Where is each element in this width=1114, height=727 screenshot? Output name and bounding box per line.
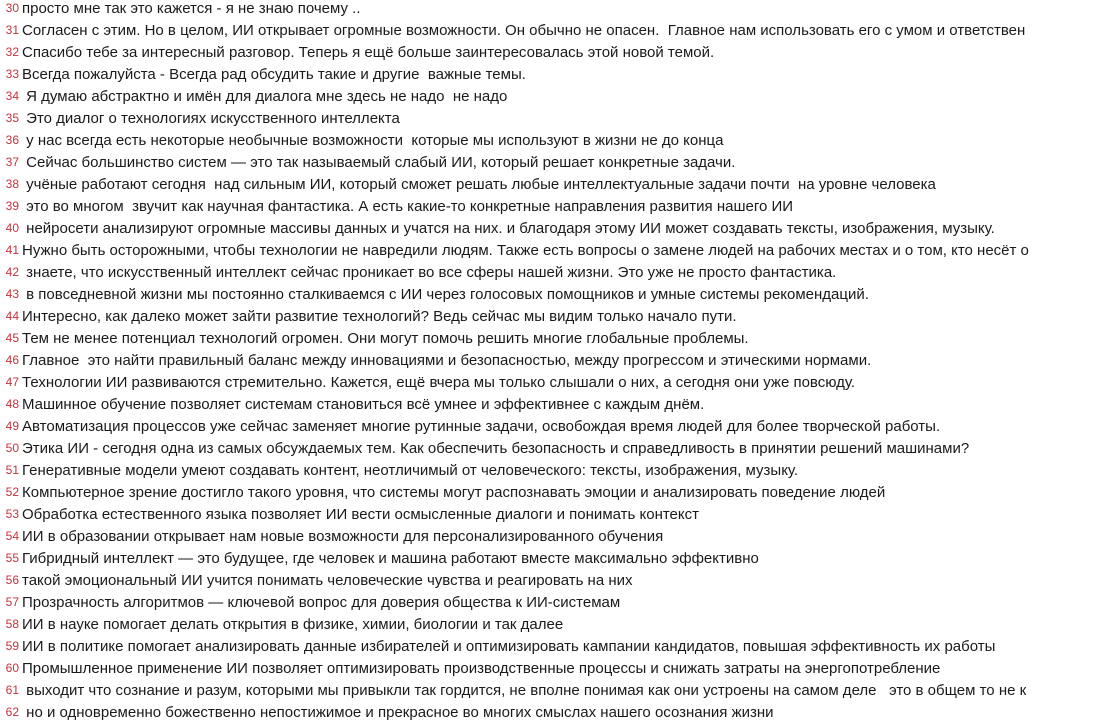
editor-line[interactable] [0, 503, 1114, 525]
editor-line[interactable] [0, 63, 1114, 85]
editor-line[interactable] [0, 591, 1114, 613]
line-text[interactable]: Генеративные модели умеют создавать контент, неотличимый от человеческого: тексты, изображения, музыку. [22, 461, 799, 479]
line-number: 43 [5, 287, 19, 301]
editor-line[interactable] [0, 217, 1114, 239]
editor-line[interactable] [0, 239, 1114, 261]
editor-line[interactable] [0, 679, 1114, 701]
editor-line[interactable] [0, 151, 1114, 173]
line-text[interactable]: знаете, что искусственный интеллект сейчас проникает во все сферы нашей жизни. Это уже не просто фантастика. [22, 263, 837, 281]
editor-line[interactable] [0, 547, 1114, 569]
line-number: 48 [5, 397, 19, 411]
line-text[interactable]: Машинное обучение позволяет системам становиться всё умнее и эффективнее с каждым днём. [22, 395, 705, 413]
editor-line[interactable] [0, 283, 1114, 305]
line-number: 49 [5, 419, 19, 433]
line-number: 58 [5, 617, 19, 631]
line-number: 53 [5, 507, 19, 521]
line-text[interactable]: у нас всегда есть некоторые необычные возможности которые мы используют в жизни не до конца [22, 131, 724, 149]
line-number: 42 [5, 265, 19, 279]
editor-line[interactable] [0, 0, 1114, 19]
line-text[interactable]: Технологии ИИ развиваются стремительно. Кажется, ещё вчера мы только слышали о них, а сегодня они уже повсюду. [22, 373, 856, 391]
line-text[interactable]: Интересно, как далеко может зайти развитие технологий? Ведь сейчас мы видим только начало пути. [22, 307, 737, 325]
editor-line[interactable] [0, 393, 1114, 415]
editor-line[interactable] [0, 327, 1114, 349]
editor-line[interactable] [0, 635, 1114, 657]
line-number: 39 [5, 199, 19, 213]
line-text[interactable]: ИИ в образовании открывает нам новые возможности для персонализированного обучения [22, 527, 664, 545]
line-text[interactable]: нейросети анализируют огромные массивы данных и учатся на них. и благодаря этому ИИ может создавать тексты, изображения, музыку. [22, 219, 995, 237]
line-text[interactable]: Обработка естественного языка позволяет ИИ вести осмысленные диалоги и понимать контекст [22, 505, 699, 523]
editor-line[interactable] [0, 41, 1114, 63]
line-number: 60 [5, 661, 19, 675]
editor-line[interactable] [0, 195, 1114, 217]
line-text[interactable]: Нужно быть осторожными, чтобы технологии не навредили людям. Также есть вопросы о замене людей на рабочих местах и о том, кто несёт о [22, 241, 1029, 259]
line-text[interactable]: Тем не менее потенциал технологий огромен. Они могут помочь решить многие глобальные проблемы. [22, 329, 749, 347]
line-number: 38 [5, 177, 19, 191]
editor-line[interactable] [0, 481, 1114, 503]
editor-line[interactable] [0, 525, 1114, 547]
line-number: 51 [5, 463, 19, 477]
line-number: 37 [5, 155, 19, 169]
line-number: 47 [5, 375, 19, 389]
editor-line[interactable] [0, 129, 1114, 151]
editor-line[interactable] [0, 437, 1114, 459]
line-text[interactable]: Сейчас большинство систем — это так называемый слабый ИИ, который решает конкретные задачи. [22, 153, 736, 171]
line-text[interactable]: учёные работают сегодня над сильным ИИ, который сможет решать любые интеллектуальные задачи почти на уровне человека [22, 175, 936, 193]
line-number: 41 [5, 243, 19, 257]
line-text[interactable]: Компьютерное зрение достигло такого уровня, что системы могут распознавать эмоции и анализировать поведение людей [22, 483, 886, 501]
line-number: 59 [5, 639, 19, 653]
editor-line[interactable] [0, 173, 1114, 195]
line-number: 54 [5, 529, 19, 543]
line-text[interactable]: Автоматизация процессов уже сейчас заменяет многие рутинные задачи, освобождая время людей для более творческой работы. [22, 417, 941, 435]
editor-line[interactable] [0, 305, 1114, 327]
line-number: 50 [5, 441, 19, 455]
editor-line[interactable] [0, 569, 1114, 591]
line-number: 56 [5, 573, 19, 587]
line-number: 33 [5, 67, 19, 81]
line-text[interactable]: Главное это найти правильный баланс между инновациями и безопасностью, между прогрессом и этическими нормами. [22, 351, 872, 369]
editor-line[interactable] [0, 459, 1114, 481]
line-number: 44 [5, 309, 19, 323]
editor-line[interactable] [0, 701, 1114, 723]
line-text[interactable]: Этика ИИ - сегодня одна из самых обсуждаемых тем. Как обеспечить безопасность и справедливость в принятии решений машинами? [22, 439, 970, 457]
line-text[interactable]: но и одновременно божественно непостижимое и прекрасное во многих смыслах нашего осознания жизни [22, 703, 774, 721]
line-number: 61 [5, 683, 19, 697]
line-text[interactable]: Промышленное применение ИИ позволяет оптимизировать производственные процессы и снижать затраты на энергопотребление [22, 659, 941, 677]
line-number: 31 [5, 23, 19, 37]
editor-line[interactable] [0, 85, 1114, 107]
line-number: 55 [5, 551, 19, 565]
line-text[interactable]: Я думаю абстрактно и имён для диалога мне здесь не надо не надо [22, 87, 508, 105]
line-text[interactable]: Согласен с этим. Но в целом, ИИ открывает огромные возможности. Он обычно не опасен. Главное нам использовать его с умом и ответствен [22, 21, 1026, 39]
editor-line[interactable] [0, 349, 1114, 371]
editor-line[interactable] [0, 261, 1114, 283]
line-number: 52 [5, 485, 19, 499]
line-number: 62 [5, 705, 19, 719]
line-text[interactable]: ИИ в политике помогает анализировать данные избирателей и оптимизировать кампании кандидатов, повышая эффективность их работы [22, 637, 996, 655]
editor-line[interactable] [0, 371, 1114, 393]
line-text[interactable]: Гибридный интеллект — это будущее, где человек и машина работают вместе максимально эффективно [22, 549, 759, 567]
editor-line[interactable] [0, 19, 1114, 41]
line-text[interactable]: такой эмоциональный ИИ учится понимать человеческие чувства и реагировать на них [22, 571, 633, 589]
editor-line[interactable] [0, 613, 1114, 635]
line-text[interactable]: Прозрачность алгоритмов — ключевой вопрос для доверия общества к ИИ-системам [22, 593, 621, 611]
editor-line[interactable] [0, 107, 1114, 129]
editor-line[interactable] [0, 657, 1114, 679]
line-number: 34 [5, 89, 19, 103]
line-number: 57 [5, 595, 19, 609]
line-text[interactable]: выходит что сознание и разум, которыми мы привыкли так гордится, не вполне понимая как они устроены на самом деле это в общем то не к [22, 681, 1027, 699]
line-number: 46 [5, 353, 19, 367]
line-number: 32 [5, 45, 19, 59]
line-text[interactable]: Всегда пожалуйста - Всегда рад обсудить такие и другие важные темы. [22, 65, 526, 83]
line-text[interactable]: Спасибо тебе за интересный разговор. Теперь я ещё больше заинтересовалась этой новой темой. [22, 43, 715, 61]
line-text[interactable]: это во многом звучит как научная фантастика. А есть какие-то конкретные направления развития нашего ИИ [22, 197, 794, 215]
line-number: 30 [5, 1, 19, 15]
line-number: 45 [5, 331, 19, 345]
line-text[interactable]: просто мне так это кажется - я не знаю почему .. [22, 0, 361, 17]
editor-line[interactable] [0, 415, 1114, 437]
line-number: 40 [5, 221, 19, 235]
line-number: 35 [5, 111, 19, 125]
line-text[interactable]: Это диалог о технологиях искусственного интеллекта [22, 109, 400, 127]
line-number: 36 [5, 133, 19, 147]
line-text[interactable]: в повседневной жизни мы постоянно сталкиваемся с ИИ через голосовых помощников и умные системы рекомендаций. [22, 285, 869, 303]
line-text[interactable]: ИИ в науке помогает делать открытия в физике, химии, биологии и так далее [22, 615, 564, 633]
